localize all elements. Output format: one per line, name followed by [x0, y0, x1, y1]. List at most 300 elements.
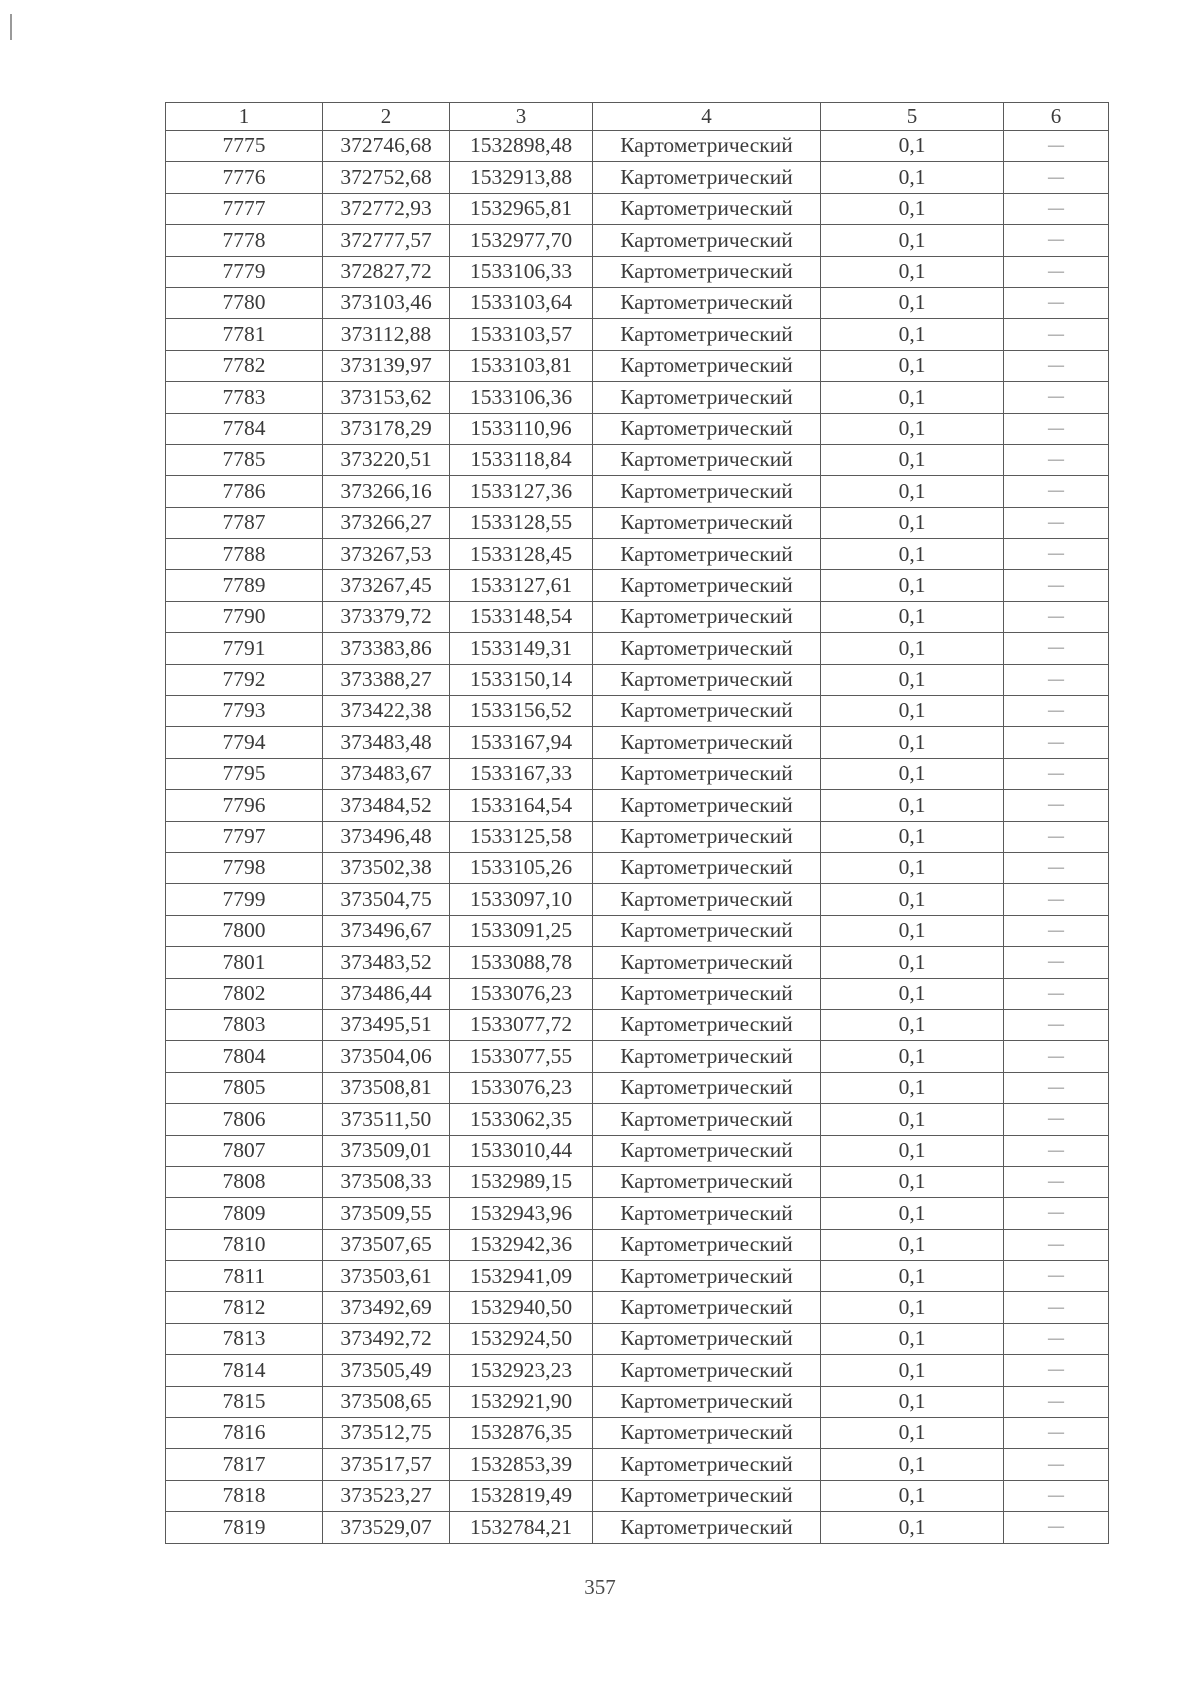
method-cell: Картометрический — [593, 1135, 821, 1166]
description-cell: — — [1004, 1229, 1109, 1260]
x-coordinate-cell: 373422,38 — [323, 696, 450, 727]
description-cell: — — [1004, 947, 1109, 978]
table-row — [166, 947, 1109, 978]
accuracy-cell: 0,1 — [821, 256, 1004, 287]
point-number-cell: 7793 — [166, 696, 323, 727]
table-row — [166, 319, 1109, 350]
point-number-cell: 7801 — [166, 947, 323, 978]
table-body — [166, 131, 1109, 1544]
table-row — [166, 821, 1109, 852]
y-coordinate-cell: 1533105,26 — [450, 852, 593, 883]
y-coordinate-cell: 1533149,31 — [450, 633, 593, 664]
accuracy-cell: 0,1 — [821, 1135, 1004, 1166]
x-coordinate-cell: 372772,93 — [323, 193, 450, 224]
header-cell-col-2: 2 — [323, 103, 450, 131]
table-row — [166, 1480, 1109, 1511]
y-coordinate-cell: 1532943,96 — [450, 1198, 593, 1229]
y-coordinate-cell: 1533148,54 — [450, 601, 593, 632]
method-cell: Картометрический — [593, 1104, 821, 1135]
y-coordinate-cell: 1532876,35 — [450, 1418, 593, 1449]
description-cell: — — [1004, 1292, 1109, 1323]
y-coordinate-cell: 1532819,49 — [450, 1480, 593, 1511]
accuracy-cell: 0,1 — [821, 1261, 1004, 1292]
description-cell: — — [1004, 382, 1109, 413]
point-number-cell: 7814 — [166, 1355, 323, 1386]
accuracy-cell: 0,1 — [821, 601, 1004, 632]
description-cell: — — [1004, 1512, 1109, 1543]
accuracy-cell: 0,1 — [821, 1323, 1004, 1354]
y-coordinate-cell: 1533097,10 — [450, 884, 593, 915]
accuracy-cell: 0,1 — [821, 1355, 1004, 1386]
table-row — [166, 350, 1109, 381]
y-coordinate-cell: 1532921,90 — [450, 1386, 593, 1417]
x-coordinate-cell: 373504,06 — [323, 1041, 450, 1072]
description-cell: — — [1004, 884, 1109, 915]
x-coordinate-cell: 373112,88 — [323, 319, 450, 350]
method-cell: Картометрический — [593, 131, 821, 162]
x-coordinate-cell: 373511,50 — [323, 1104, 450, 1135]
point-number-cell: 7799 — [166, 884, 323, 915]
method-cell: Картометрический — [593, 1323, 821, 1354]
accuracy-cell: 0,1 — [821, 915, 1004, 946]
table-row — [166, 1229, 1109, 1260]
table-row — [166, 539, 1109, 570]
x-coordinate-cell: 373492,72 — [323, 1323, 450, 1354]
description-cell: — — [1004, 727, 1109, 758]
point-number-cell: 7788 — [166, 539, 323, 570]
method-cell: Картометрический — [593, 413, 821, 444]
table-row — [166, 1386, 1109, 1417]
point-number-cell: 7816 — [166, 1418, 323, 1449]
description-cell: — — [1004, 287, 1109, 318]
x-coordinate-cell: 373178,29 — [323, 413, 450, 444]
point-number-cell: 7791 — [166, 633, 323, 664]
table-row — [166, 1323, 1109, 1354]
point-number-cell: 7818 — [166, 1480, 323, 1511]
x-coordinate-cell: 372777,57 — [323, 225, 450, 256]
point-number-cell: 7778 — [166, 225, 323, 256]
y-coordinate-cell: 1532965,81 — [450, 193, 593, 224]
table-row — [166, 287, 1109, 318]
method-cell: Картометрический — [593, 256, 821, 287]
description-cell: — — [1004, 915, 1109, 946]
table-row — [166, 162, 1109, 193]
y-coordinate-cell: 1533091,25 — [450, 915, 593, 946]
x-coordinate-cell: 373508,81 — [323, 1072, 450, 1103]
point-number-cell: 7815 — [166, 1386, 323, 1417]
description-cell: — — [1004, 413, 1109, 444]
header-cell-col-5: 5 — [821, 103, 1004, 131]
method-cell: Картометрический — [593, 1229, 821, 1260]
description-cell: — — [1004, 1198, 1109, 1229]
x-coordinate-cell: 373267,45 — [323, 570, 450, 601]
x-coordinate-cell: 373153,62 — [323, 382, 450, 413]
point-number-cell: 7782 — [166, 350, 323, 381]
x-coordinate-cell: 373508,65 — [323, 1386, 450, 1417]
y-coordinate-cell: 1533167,33 — [450, 758, 593, 789]
accuracy-cell: 0,1 — [821, 1480, 1004, 1511]
description-cell: — — [1004, 1323, 1109, 1354]
table-row — [166, 382, 1109, 413]
table-row — [166, 1449, 1109, 1480]
x-coordinate-cell: 373509,55 — [323, 1198, 450, 1229]
accuracy-cell: 0,1 — [821, 947, 1004, 978]
method-cell: Картометрический — [593, 884, 821, 915]
header-row — [166, 103, 1109, 131]
method-cell: Картометрический — [593, 1480, 821, 1511]
x-coordinate-cell: 373504,75 — [323, 884, 450, 915]
table-row — [166, 1292, 1109, 1323]
x-coordinate-cell: 373267,53 — [323, 539, 450, 570]
y-coordinate-cell: 1532898,48 — [450, 131, 593, 162]
description-cell: — — [1004, 476, 1109, 507]
accuracy-cell: 0,1 — [821, 131, 1004, 162]
description-cell: — — [1004, 758, 1109, 789]
point-number-cell: 7811 — [166, 1261, 323, 1292]
table-row — [166, 633, 1109, 664]
point-number-cell: 7798 — [166, 852, 323, 883]
method-cell: Картометрический — [593, 1449, 821, 1480]
y-coordinate-cell: 1533076,23 — [450, 978, 593, 1009]
table-header — [166, 103, 1109, 131]
description-cell: — — [1004, 821, 1109, 852]
y-coordinate-cell: 1533062,35 — [450, 1104, 593, 1135]
accuracy-cell: 0,1 — [821, 821, 1004, 852]
point-number-cell: 7797 — [166, 821, 323, 852]
method-cell: Картометрический — [593, 727, 821, 758]
description-cell: — — [1004, 162, 1109, 193]
table-row — [166, 1512, 1109, 1543]
table-row — [166, 476, 1109, 507]
table-row — [166, 1009, 1109, 1040]
y-coordinate-cell: 1533156,52 — [450, 696, 593, 727]
y-coordinate-cell: 1533076,23 — [450, 1072, 593, 1103]
accuracy-cell: 0,1 — [821, 193, 1004, 224]
y-coordinate-cell: 1533110,96 — [450, 413, 593, 444]
y-coordinate-cell: 1532913,88 — [450, 162, 593, 193]
table-row — [166, 758, 1109, 789]
point-number-cell: 7813 — [166, 1323, 323, 1354]
method-cell: Картометрический — [593, 507, 821, 538]
y-coordinate-cell: 1532923,23 — [450, 1355, 593, 1386]
table-row — [166, 225, 1109, 256]
scan-edge-mark — [10, 14, 12, 40]
method-cell: Картометрический — [593, 539, 821, 570]
y-coordinate-cell: 1533127,36 — [450, 476, 593, 507]
accuracy-cell: 0,1 — [821, 1104, 1004, 1135]
method-cell: Картометрический — [593, 570, 821, 601]
x-coordinate-cell: 373486,44 — [323, 978, 450, 1009]
description-cell: — — [1004, 790, 1109, 821]
accuracy-cell: 0,1 — [821, 162, 1004, 193]
description-cell: — — [1004, 696, 1109, 727]
y-coordinate-cell: 1533106,33 — [450, 256, 593, 287]
table-row — [166, 1418, 1109, 1449]
method-cell: Картометрический — [593, 1009, 821, 1040]
accuracy-cell: 0,1 — [821, 382, 1004, 413]
accuracy-cell: 0,1 — [821, 413, 1004, 444]
y-coordinate-cell: 1532942,36 — [450, 1229, 593, 1260]
table-row — [166, 978, 1109, 1009]
method-cell: Картометрический — [593, 476, 821, 507]
accuracy-cell: 0,1 — [821, 1229, 1004, 1260]
point-number-cell: 7800 — [166, 915, 323, 946]
y-coordinate-cell: 1533118,84 — [450, 444, 593, 475]
point-number-cell: 7809 — [166, 1198, 323, 1229]
table-row — [166, 444, 1109, 475]
description-cell: — — [1004, 1480, 1109, 1511]
y-coordinate-cell: 1533128,55 — [450, 507, 593, 538]
y-coordinate-cell: 1533125,58 — [450, 821, 593, 852]
x-coordinate-cell: 373388,27 — [323, 664, 450, 695]
y-coordinate-cell: 1533077,55 — [450, 1041, 593, 1072]
x-coordinate-cell: 373503,61 — [323, 1261, 450, 1292]
y-coordinate-cell: 1532784,21 — [450, 1512, 593, 1543]
method-cell: Картометрический — [593, 1386, 821, 1417]
y-coordinate-cell: 1533106,36 — [450, 382, 593, 413]
x-coordinate-cell: 373139,97 — [323, 350, 450, 381]
point-number-cell: 7789 — [166, 570, 323, 601]
x-coordinate-cell: 373266,16 — [323, 476, 450, 507]
x-coordinate-cell: 373507,65 — [323, 1229, 450, 1260]
method-cell: Картометрический — [593, 821, 821, 852]
accuracy-cell: 0,1 — [821, 1009, 1004, 1040]
description-cell: — — [1004, 507, 1109, 538]
description-cell: — — [1004, 570, 1109, 601]
point-number-cell: 7795 — [166, 758, 323, 789]
method-cell: Картометрический — [593, 978, 821, 1009]
point-number-cell: 7794 — [166, 727, 323, 758]
point-number-cell: 7787 — [166, 507, 323, 538]
table-row — [166, 915, 1109, 946]
point-number-cell: 7785 — [166, 444, 323, 475]
method-cell: Картометрический — [593, 1418, 821, 1449]
y-coordinate-cell: 1533167,94 — [450, 727, 593, 758]
accuracy-cell: 0,1 — [821, 978, 1004, 1009]
description-cell: — — [1004, 444, 1109, 475]
table-row — [166, 852, 1109, 883]
accuracy-cell: 0,1 — [821, 1041, 1004, 1072]
x-coordinate-cell: 373495,51 — [323, 1009, 450, 1040]
method-cell: Картометрический — [593, 947, 821, 978]
method-cell: Картометрический — [593, 350, 821, 381]
method-cell: Картометрический — [593, 1072, 821, 1103]
accuracy-cell: 0,1 — [821, 758, 1004, 789]
x-coordinate-cell: 373483,48 — [323, 727, 450, 758]
accuracy-cell: 0,1 — [821, 570, 1004, 601]
table-row — [166, 1104, 1109, 1135]
table-row — [166, 884, 1109, 915]
x-coordinate-cell: 373529,07 — [323, 1512, 450, 1543]
x-coordinate-cell: 373505,49 — [323, 1355, 450, 1386]
table-row — [166, 790, 1109, 821]
method-cell: Картометрический — [593, 852, 821, 883]
point-number-cell: 7796 — [166, 790, 323, 821]
point-number-cell: 7781 — [166, 319, 323, 350]
x-coordinate-cell: 373483,67 — [323, 758, 450, 789]
accuracy-cell: 0,1 — [821, 852, 1004, 883]
method-cell: Картометрический — [593, 382, 821, 413]
description-cell: — — [1004, 319, 1109, 350]
table-row — [166, 1041, 1109, 1072]
y-coordinate-cell: 1533010,44 — [450, 1135, 593, 1166]
x-coordinate-cell: 373220,51 — [323, 444, 450, 475]
table-row — [166, 1166, 1109, 1197]
header-cell-col-1: 1 — [166, 103, 323, 131]
table-row — [166, 131, 1109, 162]
x-coordinate-cell: 373512,75 — [323, 1418, 450, 1449]
header-cell-col-3: 3 — [450, 103, 593, 131]
point-number-cell: 7807 — [166, 1135, 323, 1166]
x-coordinate-cell: 373517,57 — [323, 1449, 450, 1480]
y-coordinate-cell: 1533077,72 — [450, 1009, 593, 1040]
accuracy-cell: 0,1 — [821, 696, 1004, 727]
accuracy-cell: 0,1 — [821, 884, 1004, 915]
method-cell: Картометрический — [593, 664, 821, 695]
y-coordinate-cell: 1533103,57 — [450, 319, 593, 350]
method-cell: Картометрический — [593, 444, 821, 475]
table-row — [166, 1135, 1109, 1166]
y-coordinate-cell: 1533103,64 — [450, 287, 593, 318]
description-cell: — — [1004, 1355, 1109, 1386]
point-number-cell: 7805 — [166, 1072, 323, 1103]
table-row — [166, 601, 1109, 632]
x-coordinate-cell: 372746,68 — [323, 131, 450, 162]
table-row — [166, 507, 1109, 538]
method-cell: Картометрический — [593, 162, 821, 193]
point-number-cell: 7804 — [166, 1041, 323, 1072]
point-number-cell: 7819 — [166, 1512, 323, 1543]
accuracy-cell: 0,1 — [821, 633, 1004, 664]
table-row — [166, 1072, 1109, 1103]
point-number-cell: 7776 — [166, 162, 323, 193]
y-coordinate-cell: 1532989,15 — [450, 1166, 593, 1197]
accuracy-cell: 0,1 — [821, 664, 1004, 695]
accuracy-cell: 0,1 — [821, 507, 1004, 538]
header-cell-col-6: 6 — [1004, 103, 1109, 131]
table-row — [166, 570, 1109, 601]
point-number-cell: 7784 — [166, 413, 323, 444]
y-coordinate-cell: 1532941,09 — [450, 1261, 593, 1292]
y-coordinate-cell: 1532924,50 — [450, 1323, 593, 1354]
method-cell: Картометрический — [593, 225, 821, 256]
description-cell: — — [1004, 131, 1109, 162]
method-cell: Картометрический — [593, 1292, 821, 1323]
method-cell: Картометрический — [593, 287, 821, 318]
y-coordinate-cell: 1533128,45 — [450, 539, 593, 570]
accuracy-cell: 0,1 — [821, 319, 1004, 350]
description-cell: — — [1004, 1135, 1109, 1166]
description-cell: — — [1004, 1449, 1109, 1480]
description-cell: — — [1004, 539, 1109, 570]
x-coordinate-cell: 372752,68 — [323, 162, 450, 193]
point-number-cell: 7775 — [166, 131, 323, 162]
coordinates-table — [165, 102, 1109, 1544]
x-coordinate-cell: 373492,69 — [323, 1292, 450, 1323]
y-coordinate-cell: 1532940,50 — [450, 1292, 593, 1323]
description-cell: — — [1004, 350, 1109, 381]
method-cell: Картометрический — [593, 1261, 821, 1292]
x-coordinate-cell: 372827,72 — [323, 256, 450, 287]
x-coordinate-cell: 373484,52 — [323, 790, 450, 821]
description-cell: — — [1004, 1418, 1109, 1449]
point-number-cell: 7808 — [166, 1166, 323, 1197]
point-number-cell: 7792 — [166, 664, 323, 695]
description-cell: — — [1004, 256, 1109, 287]
table-row — [166, 413, 1109, 444]
description-cell: — — [1004, 1166, 1109, 1197]
description-cell: — — [1004, 225, 1109, 256]
description-cell: — — [1004, 1104, 1109, 1135]
point-number-cell: 7777 — [166, 193, 323, 224]
x-coordinate-cell: 373103,46 — [323, 287, 450, 318]
page-number: 357 — [584, 1575, 616, 1599]
accuracy-cell: 0,1 — [821, 1198, 1004, 1229]
x-coordinate-cell: 373508,33 — [323, 1166, 450, 1197]
description-cell: — — [1004, 978, 1109, 1009]
accuracy-cell: 0,1 — [821, 790, 1004, 821]
description-cell: — — [1004, 193, 1109, 224]
point-number-cell: 7779 — [166, 256, 323, 287]
accuracy-cell: 0,1 — [821, 1386, 1004, 1417]
accuracy-cell: 0,1 — [821, 476, 1004, 507]
accuracy-cell: 0,1 — [821, 225, 1004, 256]
method-cell: Картометрический — [593, 696, 821, 727]
description-cell: — — [1004, 1009, 1109, 1040]
table-row — [166, 1355, 1109, 1386]
method-cell: Картометрический — [593, 1355, 821, 1386]
method-cell: Картометрический — [593, 1512, 821, 1543]
description-cell: — — [1004, 1041, 1109, 1072]
accuracy-cell: 0,1 — [821, 1512, 1004, 1543]
table-row — [166, 664, 1109, 695]
table-row — [166, 696, 1109, 727]
table-row — [166, 727, 1109, 758]
x-coordinate-cell: 373523,27 — [323, 1480, 450, 1511]
accuracy-cell: 0,1 — [821, 727, 1004, 758]
y-coordinate-cell: 1533164,54 — [450, 790, 593, 821]
accuracy-cell: 0,1 — [821, 1072, 1004, 1103]
accuracy-cell: 0,1 — [821, 1166, 1004, 1197]
accuracy-cell: 0,1 — [821, 539, 1004, 570]
description-cell: — — [1004, 1072, 1109, 1103]
point-number-cell: 7812 — [166, 1292, 323, 1323]
table-row — [166, 1198, 1109, 1229]
accuracy-cell: 0,1 — [821, 350, 1004, 381]
accuracy-cell: 0,1 — [821, 1292, 1004, 1323]
x-coordinate-cell: 373266,27 — [323, 507, 450, 538]
method-cell: Картометрический — [593, 193, 821, 224]
point-number-cell: 7817 — [166, 1449, 323, 1480]
y-coordinate-cell: 1533127,61 — [450, 570, 593, 601]
method-cell: Картометрический — [593, 1166, 821, 1197]
description-cell: — — [1004, 664, 1109, 695]
point-number-cell: 7783 — [166, 382, 323, 413]
y-coordinate-cell: 1532853,39 — [450, 1449, 593, 1480]
x-coordinate-cell: 373496,48 — [323, 821, 450, 852]
header-cell-col-4: 4 — [593, 103, 821, 131]
method-cell: Картометрический — [593, 319, 821, 350]
y-coordinate-cell: 1533088,78 — [450, 947, 593, 978]
point-number-cell: 7810 — [166, 1229, 323, 1260]
description-cell: — — [1004, 633, 1109, 664]
table-row — [166, 256, 1109, 287]
point-number-cell: 7786 — [166, 476, 323, 507]
x-coordinate-cell: 373483,52 — [323, 947, 450, 978]
method-cell: Картометрический — [593, 915, 821, 946]
point-number-cell: 7803 — [166, 1009, 323, 1040]
point-number-cell: 7802 — [166, 978, 323, 1009]
